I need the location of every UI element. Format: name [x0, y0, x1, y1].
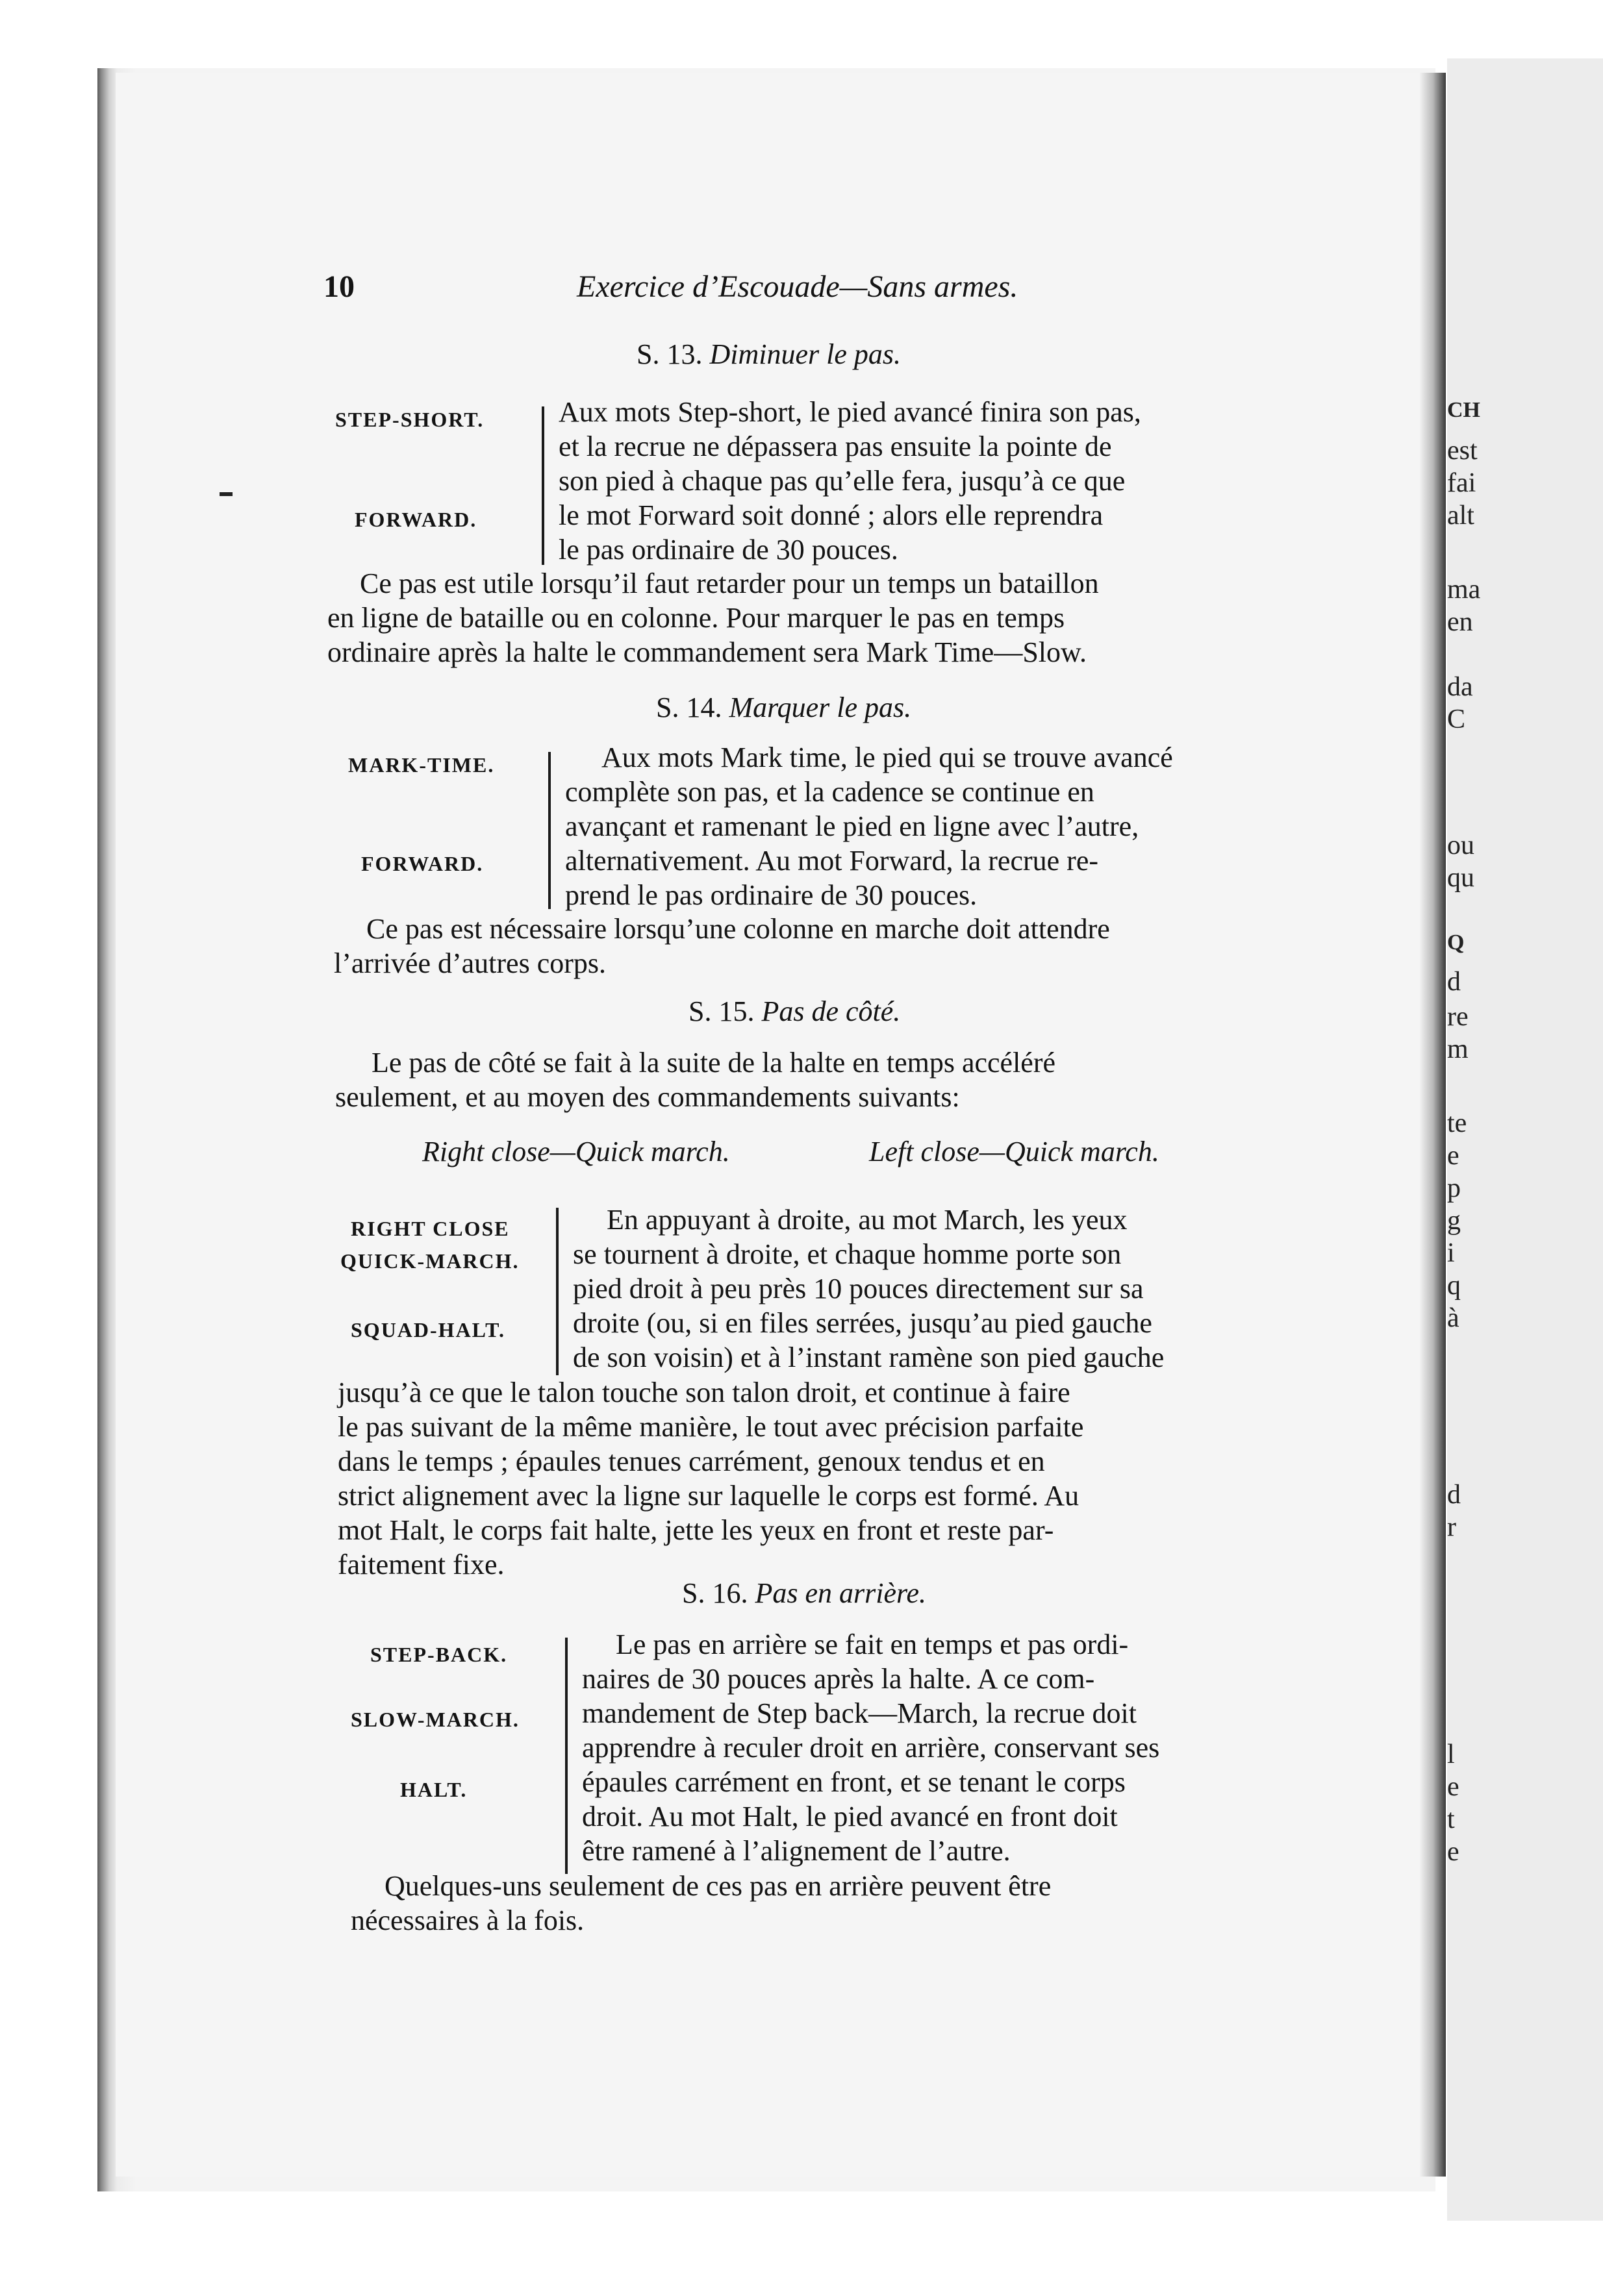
facing-fragment: t	[1447, 1804, 1455, 1834]
text-line: et la recrue ne dépassera pas ensuite la pointe de	[559, 430, 1112, 462]
text-line: son pied à chaque pas qu’elle fera, jusqu’à ce que	[559, 465, 1126, 497]
section-number: S. 13.	[637, 338, 703, 370]
section-13-paragraph	[327, 566, 1304, 669]
facing-fragment: te	[1447, 1108, 1467, 1138]
page-gutter	[1420, 73, 1446, 2177]
text-line: seulement, et au moyen des commandements suivants:	[335, 1081, 960, 1113]
facing-fragment: q	[1447, 1271, 1461, 1301]
section-13-title	[637, 338, 901, 371]
text-line: complète son pas, et la cadence se continue en	[565, 776, 1094, 808]
bracket	[548, 752, 551, 909]
section-16-title	[682, 1577, 926, 1610]
text-line: Aux mots Step-short, le pied avancé finira son pas,	[559, 396, 1141, 428]
text-line: Ce pas est utile lorsqu’il faut retarder pour un temps un bataillon	[360, 568, 1099, 599]
facing-fragment: qu	[1447, 863, 1474, 893]
facing-fragment: p	[1447, 1173, 1461, 1203]
facing-fragment: est	[1447, 436, 1478, 466]
text-line: Ce pas est nécessaire lorsqu’une colonne en marche doit attendre	[366, 913, 1110, 945]
facing-fragment: alt	[1447, 501, 1474, 530]
text-line: alternativement. Au mot Forward, la recrue re-	[565, 845, 1099, 877]
text-line: le pas suivant de la même manière, le tout avec précision parfaite	[338, 1411, 1084, 1443]
page-header	[323, 269, 1324, 308]
section-15-title	[688, 995, 900, 1028]
text-line: nécessaires à la fois.	[351, 1904, 585, 1936]
facing-fragment: da	[1447, 672, 1473, 702]
text-line: être ramené à l’alignement de l’autre.	[582, 1835, 1011, 1867]
text-line: mot Halt, le corps fait halte, jette les yeux en front et reste par-	[338, 1514, 1054, 1546]
facing-fragment: i	[1447, 1238, 1455, 1268]
command-label: SQUAD-HALT.	[351, 1318, 506, 1341]
command-label: FORWARD.	[361, 852, 484, 875]
text-line: faitement fixe.	[338, 1549, 505, 1580]
command-label: SLOW-MARCH.	[351, 1708, 520, 1731]
section-number: S. 14.	[656, 692, 722, 723]
text-line: de son voisin) et à l’instant ramène son pied gauche	[573, 1341, 1165, 1373]
text-line: mandement de Step back—March, la recrue doit	[582, 1697, 1137, 1729]
text-line: apprendre à reculer droit en arrière, conservant ses	[582, 1732, 1160, 1764]
text-line: le pas ordinaire de 30 pouces.	[559, 534, 898, 566]
facing-fragment: ma	[1447, 575, 1481, 605]
ink-mark	[220, 492, 233, 496]
text-line: le mot Forward soit donné ; alors elle reprendra	[559, 499, 1104, 531]
command-label: RIGHT CLOSE	[351, 1217, 510, 1240]
command-label: QUICK-MARCH.	[340, 1249, 520, 1273]
section-14-title	[656, 691, 911, 724]
section-heading: Pas de côté.	[761, 995, 901, 1027]
text-line: en ligne de bataille ou en colonne. Pour marquer le pas en temps	[327, 602, 1065, 634]
command-label: STEP-BACK.	[370, 1643, 508, 1666]
section-13-bracket-text	[559, 395, 1304, 567]
facing-fragment: e	[1447, 1141, 1459, 1171]
facing-fragment: Q	[1447, 930, 1465, 955]
facing-fragment: fai	[1447, 468, 1476, 498]
bracket	[565, 1638, 568, 1874]
section-heading: Diminuer le pas.	[709, 338, 902, 370]
facing-fragment: ou	[1447, 830, 1474, 860]
text-line: épaules carrément en front, et se tenant le corps	[582, 1766, 1126, 1798]
text-line: strict alignement avec la ligne sur laquelle le corps est formé. Au	[338, 1480, 1079, 1512]
bracket	[542, 406, 544, 565]
section-14-paragraph	[334, 912, 1308, 980]
facing-fragment: à	[1447, 1303, 1459, 1333]
command-label: MARK-TIME.	[348, 753, 495, 777]
facing-fragment: en	[1447, 607, 1473, 637]
section-15-paragraph	[338, 1375, 1313, 1582]
text-line: avançant et ramenant le pied en ligne avec l’autre,	[565, 810, 1139, 842]
text-line: jusqu’à ce que le talon touche son talon droit, et continue à faire	[338, 1377, 1070, 1408]
facing-fragment: g	[1447, 1206, 1461, 1236]
command-label: HALT.	[400, 1778, 468, 1801]
facing-fragment: CH	[1447, 398, 1480, 422]
text-line: naires de 30 pouces après la halte. A ce com-	[582, 1663, 1095, 1695]
facing-fragment: C	[1447, 705, 1466, 734]
text-line: dans le temps ; épaules tenues carrément, genoux tendus et en	[338, 1445, 1045, 1477]
facing-fragment: e	[1447, 1772, 1459, 1802]
text-line: Quelques-uns seulement de ces pas en arrière peuvent être	[385, 1870, 1052, 1902]
section-15-intro	[335, 1045, 1309, 1114]
text-line: se tournent à droite, et chaque homme porte son	[573, 1238, 1122, 1270]
facing-fragment: d	[1447, 967, 1461, 997]
section-15-bracket-text	[573, 1203, 1313, 1375]
text-line: prend le pas ordinaire de 30 pouces.	[565, 879, 978, 911]
text-line: En appuyant à droite, au mot March, les yeux	[607, 1204, 1128, 1236]
page-number: 10	[323, 269, 355, 304]
section-16-bracket-text	[582, 1627, 1326, 1868]
text-line: l’arrivée d’autres corps.	[334, 947, 607, 979]
bracket	[556, 1208, 559, 1375]
text-line: ordinaire après la halte le commandement sera Mark Time—Slow.	[327, 636, 1087, 668]
section-16-paragraph	[351, 1869, 1326, 1938]
text-line: droite (ou, si en files serrées, jusqu’au pied gauche	[573, 1307, 1152, 1339]
command-label: STEP-SHORT.	[335, 408, 485, 431]
section-number: S. 15.	[688, 995, 755, 1027]
facing-page	[1447, 58, 1603, 2221]
section-heading: Marquer le pas.	[729, 692, 912, 723]
section-number: S. 16.	[682, 1577, 748, 1609]
facing-fragment: r	[1447, 1512, 1456, 1542]
text-line: droit. Au mot Halt, le pied avancé en front doit	[582, 1801, 1118, 1832]
facing-fragment: l	[1447, 1740, 1455, 1769]
command-example: Left close—Quick march.	[869, 1136, 1159, 1167]
text-line: Aux mots Mark time, le pied qui se trouve avancé	[601, 742, 1173, 773]
facing-fragment: d	[1447, 1480, 1461, 1510]
command-example: Right close—Quick march.	[422, 1136, 730, 1167]
text-line: Le pas de côté se fait à la suite de la halte en temps accéléré	[372, 1047, 1056, 1079]
section-14-bracket-text	[565, 740, 1308, 912]
section-heading: Pas en arrière.	[755, 1577, 927, 1609]
facing-fragment: e	[1447, 1837, 1459, 1867]
command-label: FORWARD.	[355, 508, 477, 531]
text-line: pied droit à peu près 10 pouces directement sur sa	[573, 1273, 1144, 1304]
text-line: Le pas en arrière se fait en temps et pas ordi-	[616, 1628, 1129, 1660]
facing-fragment: m	[1447, 1034, 1469, 1064]
facing-fragment: re	[1447, 1002, 1469, 1032]
running-head: Exercice d’Escouade—Sans armes.	[577, 269, 1018, 304]
